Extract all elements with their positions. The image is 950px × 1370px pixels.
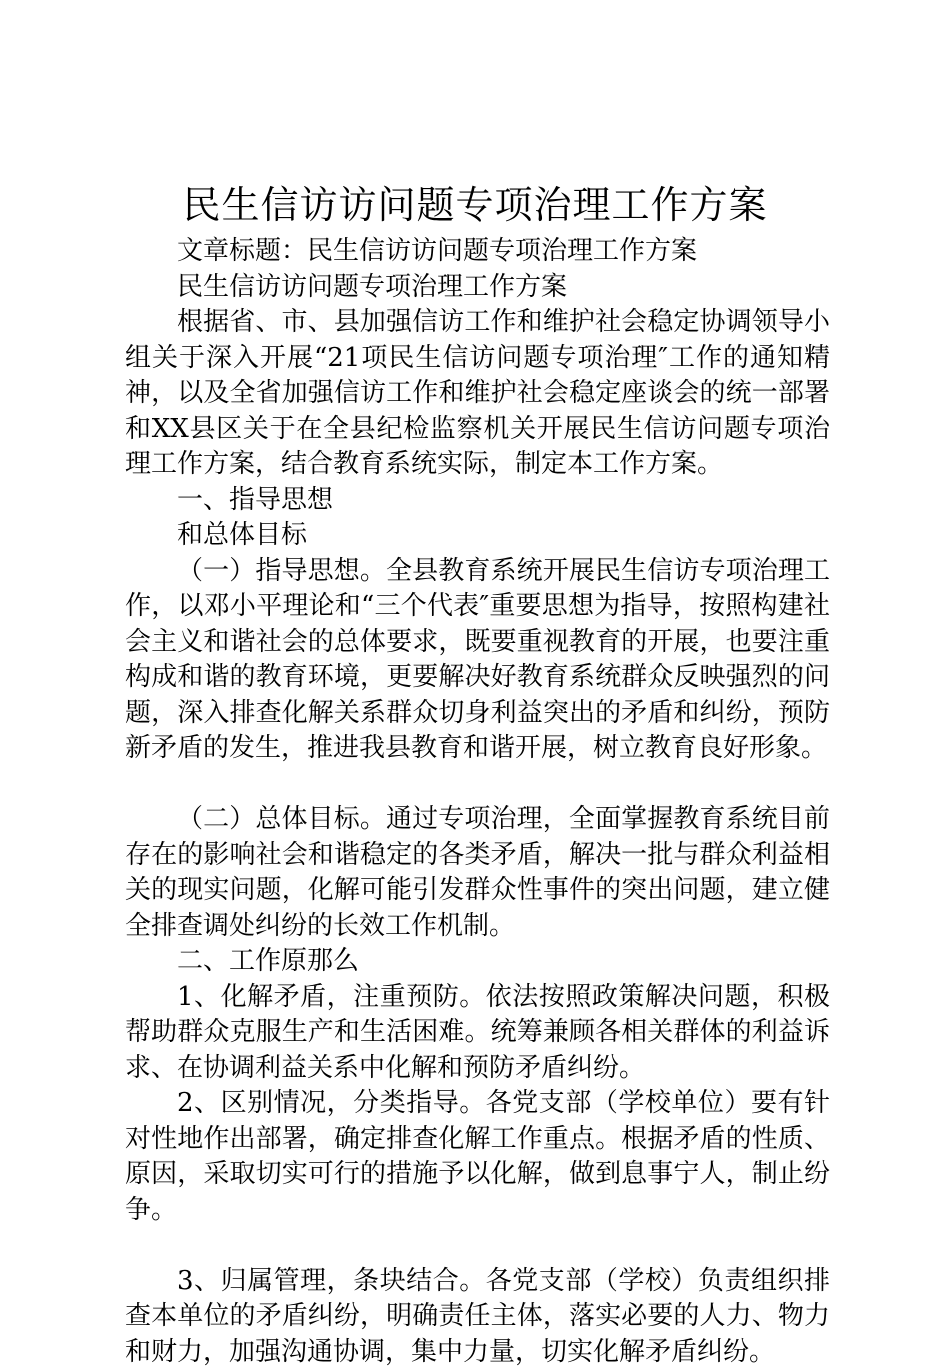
paragraph-overall-goal: （二）总体目标。通过专项治理，全面掌握教育系统目前存在的影响社会和谐稳定的各类矛盾，解决一批与群众利益相关的现实问题，化解可能引发群众性事件的突出问题，建立健全排查调处纠纷的长效工作机制。 <box>125 802 830 944</box>
paragraph-principle-1: 1、化解矛盾，注重预防。依法按照政策解决问题，积极帮助群众克服生产和生活困难。统筹兼顾各相关群体的利益诉求、在协调利益关系中化解和预防矛盾纠纷。 <box>125 980 830 1087</box>
subtitle-line: 民生信访访问题专项治理工作方案 <box>125 270 830 306</box>
paragraph-principle-3: 3、归属管理，条块结合。各党支部（学校）负责组织排查本单位的矛盾纠纷，明确责任主体，落实必要的人力、物力和财力，加强沟通协调，集中力量，切实化解矛盾纠纷。 <box>125 1264 830 1370</box>
paragraph-guiding-thought: （一）指导思想。全县教育系统开展民生信访专项治理工作，以邓小平理论和“三个代表″重要思想为指导，按照构建社会主义和谐社会的总体要求，既要重视教育的开展，也要注重构成和谐的教育环境，更要解决好教育系统群众反映强烈的问题，深入排查化解关系群众切身利益突出的矛盾和纠纷，预防新矛盾的发生，推进我县教育和谐开展，树立教育良好形象。 <box>125 554 830 767</box>
section-heading-1-continued: 和总体目标 <box>125 518 830 554</box>
paragraph-principle-2: 2、区别情况，分类指导。各党支部（学校单位）要有针对性地作出部署，确定排查化解工作重点。根据矛盾的性质、原因，采取切实可行的措施予以化解，做到息事宁人，制止纷争。 <box>125 1086 830 1228</box>
section-heading-1: 一、指导思想 <box>125 483 830 519</box>
document-title: 民生信访访问题专项治理工作方案 <box>0 180 950 230</box>
section-heading-2: 二、工作原那么 <box>125 944 830 980</box>
document-body <box>125 234 830 1370</box>
article-title-line: 文章标题：民生信访访问题专项治理工作方案 <box>125 234 830 270</box>
paragraph-intro: 根据省、市、县加强信访工作和维护社会稳定协调领导小组关于深入开展“21项民生信访问题专项治理″工作的通知精神，以及全省加强信访工作和维护社会稳定座谈会的统一部署和XX县区关于在全县纪检监察机关开展民生信访问题专项治理工作方案，结合教育系统实际，制定本工作方案。 <box>125 305 830 483</box>
